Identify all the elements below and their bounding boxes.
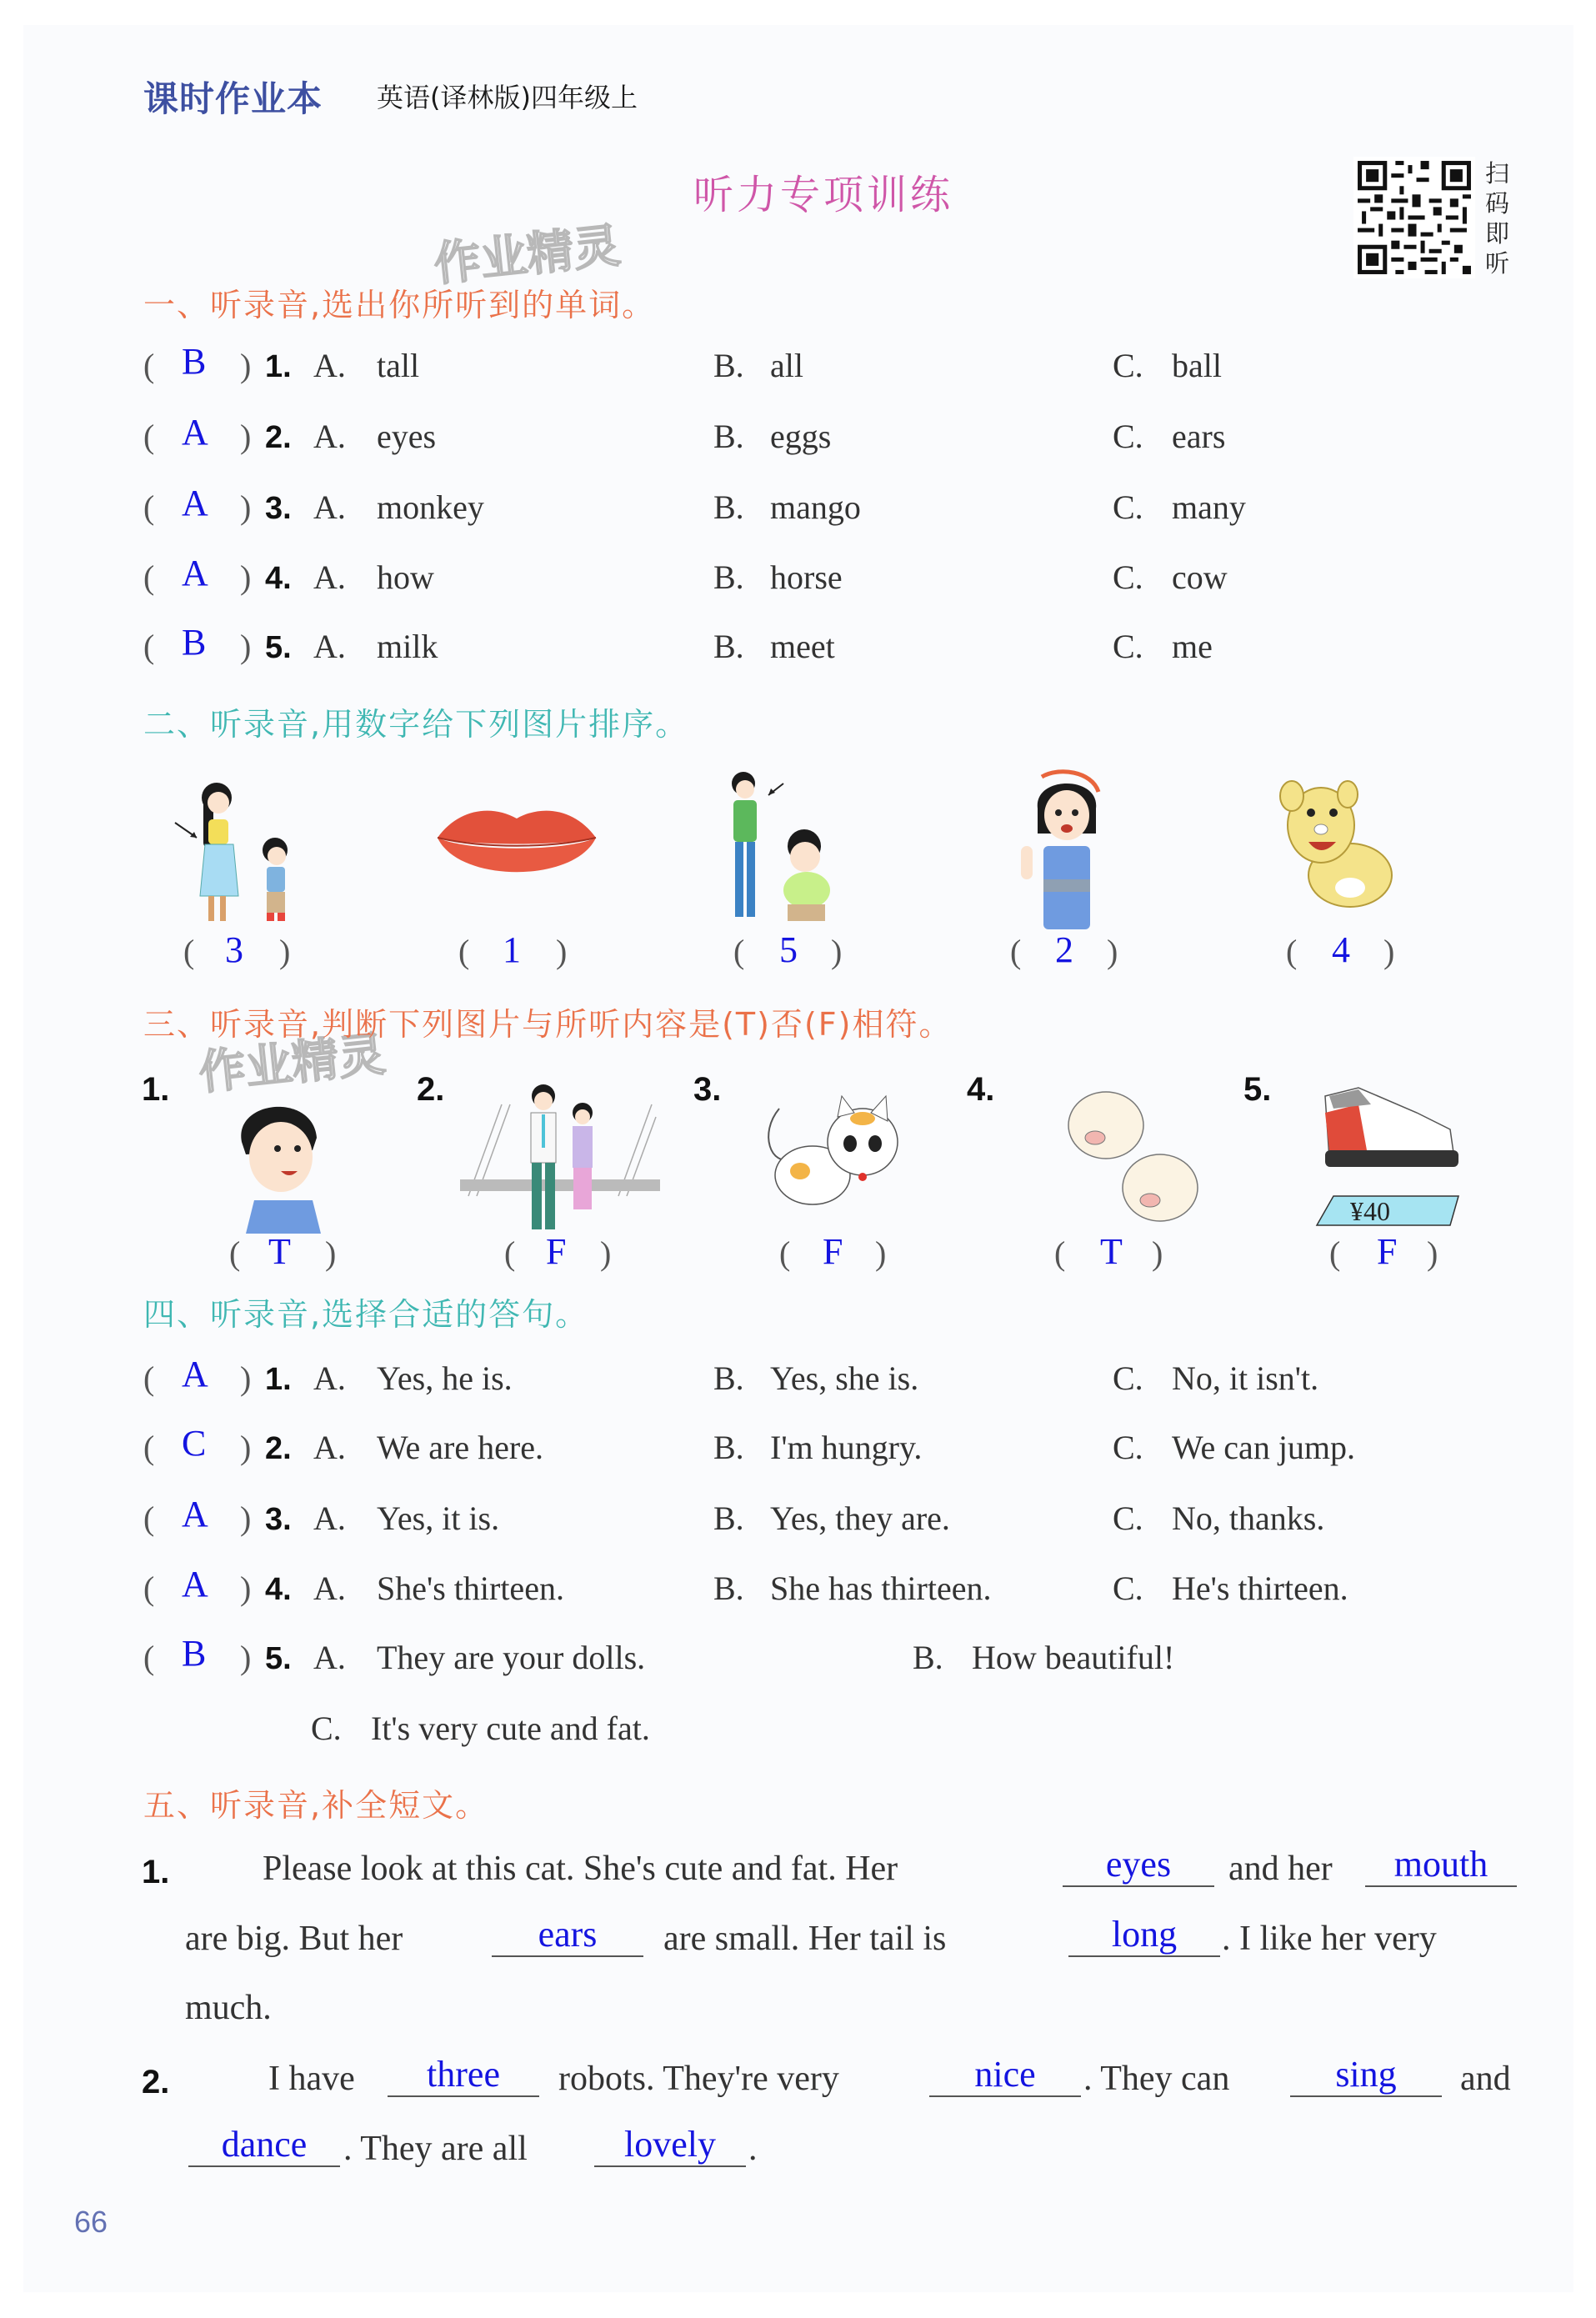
option-c-text: ball [1172,347,1222,384]
option-c-text: He's thirteen. [1172,1570,1348,1607]
question-number: 1. [265,1362,292,1397]
watermark: 作业精灵 [196,1027,388,1101]
option-b-text: meet [770,628,835,665]
question-number: 3. [265,491,292,526]
picture-number: 3. [693,1071,722,1108]
blank-field[interactable]: lovely [594,2124,746,2167]
picture-number: 5. [1243,1071,1272,1108]
answer-value[interactable]: 2 [1055,929,1073,970]
question-number: 4. [265,561,292,596]
answer-value[interactable]: A [182,1354,208,1394]
passage-text: are big. But her [185,1920,403,1958]
section-3-heading: 三、听录音,判断下列图片与所听内容是(T)否(F)相符。 [143,1006,953,1043]
option-c-text: many [1172,488,1246,526]
option-c-label: C. [1113,1429,1143,1466]
blank-field[interactable]: ears [492,1914,643,1957]
option-b-label: B. [713,418,744,455]
blank-field[interactable]: three [388,2054,539,2097]
option-c-text: me [1172,628,1213,665]
picture-number: 2. [417,1071,445,1108]
option-b-text: mango [770,488,861,526]
answer-value[interactable]: 4 [1332,929,1350,970]
option-a-label: A. [313,1499,346,1537]
answer-value[interactable]: 3 [225,929,243,970]
man-and-woman-picture [460,1071,660,1238]
price-tag-label: ¥40 [1350,1196,1390,1226]
option-c-label: C. [1113,1570,1143,1607]
option-a-label: A. [313,1570,346,1607]
passage-number: 2. [142,2064,170,2100]
option-a-label: A. [313,1429,346,1466]
passage-text: are small. Her tail is [663,1920,947,1958]
option-c-label: C. [1113,1359,1143,1397]
blank-field[interactable]: nice [929,2054,1081,2097]
answer-value[interactable]: A [182,483,208,523]
boy-picture [229,1092,329,1234]
answer-value[interactable]: A [182,553,208,593]
option-c-label: C. [311,1710,342,1747]
passage-text: much. [185,1989,272,2027]
answer-value[interactable]: F [823,1231,843,1272]
option-c-text: cow [1172,558,1228,596]
answer-value[interactable]: B [182,341,207,382]
option-a-text: tall [377,347,420,384]
passage-text: Please look at this cat. She's cute and fat. Her [263,1850,898,1888]
question-number: 4. [265,1572,292,1607]
answer-value[interactable]: 1 [503,929,521,970]
passage-text: . [748,2130,758,2168]
question-number: 3. [265,1502,292,1537]
option-b-text: Yes, she is. [770,1359,919,1397]
option-b-label: B. [913,1639,943,1676]
brand-title: 课时作业本 [143,78,323,119]
passage-text: and [1460,2060,1511,2098]
passage-text: robots. They're very [558,2060,839,2098]
page-number: 66 [74,2205,108,2239]
answer-value[interactable]: A [182,1494,208,1534]
option-b-label: B. [713,628,744,665]
option-a-label: A. [313,558,346,596]
answer-value[interactable]: A [182,412,208,453]
answer-value[interactable]: F [546,1231,567,1272]
option-b-label: B. [713,347,744,384]
option-c-label: C. [1113,1499,1143,1537]
option-a-text: Yes, it is. [377,1499,500,1537]
waving-girl-picture [1008,767,1133,934]
blank-field[interactable]: eyes [1063,1844,1214,1887]
pigs-picture [1060,1075,1210,1234]
question-number: 5. [265,1641,292,1676]
option-a-text: We are here. [377,1429,543,1466]
answer-value[interactable]: T [268,1231,291,1272]
qr-code-icon[interactable] [1353,157,1475,278]
option-c-text: No, thanks. [1172,1499,1325,1537]
option-c-text: It's very cute and fat. [371,1710,650,1747]
question-number: 1. [265,349,292,384]
option-b-text: horse [770,558,843,596]
blank-field[interactable]: dance [188,2124,340,2167]
option-a-text: They are your dolls. [377,1639,646,1676]
passage-text: . I like her very [1222,1920,1437,1958]
man-and-boy-picture [717,767,883,934]
option-b-label: B. [713,1429,744,1466]
option-c-label: C. [1113,347,1143,384]
passage-text: I have [268,2060,355,2098]
passage-text: . They are all [343,2130,528,2168]
dog-picture [1271,779,1404,913]
picture-number: 1. [142,1071,170,1108]
answer-value[interactable]: A [182,1564,208,1605]
option-c-text: We can jump. [1172,1429,1356,1466]
option-a-label: A. [313,1639,346,1676]
option-c-label: C. [1113,628,1143,665]
passage-text: and her [1228,1850,1333,1888]
blank-field[interactable]: mouth [1365,1844,1517,1887]
lips-picture [433,800,600,892]
answer-value[interactable]: F [1377,1231,1398,1272]
option-b-text: Yes, they are. [770,1499,950,1537]
option-b-label: B. [713,558,744,596]
option-b-label: B. [713,1499,744,1537]
section-4-heading: 四、听录音,选择合适的答句。 [143,1296,589,1333]
scan-to-listen-label: 扫码即听 [1485,159,1510,278]
girl-and-boy-picture [167,771,325,929]
option-a-label: A. [313,628,346,665]
option-a-text: eyes [377,418,437,455]
option-a-text: monkey [377,488,484,526]
blank-field[interactable]: sing [1290,2054,1442,2097]
option-a-text: She's thirteen. [377,1570,564,1607]
section-2-heading: 二、听录音,用数字给下列图片排序。 [143,706,689,743]
passage-number: 1. [142,1854,170,1890]
shoes-picture [1308,1071,1467,1238]
picture-number: 4. [967,1071,995,1108]
option-c-label: C. [1113,488,1143,526]
option-a-label: A. [313,1359,346,1397]
passage-text: . They can [1083,2060,1230,2098]
section-5-heading: 五、听录音,补全短文。 [143,1787,489,1824]
option-a-text: Yes, he is. [377,1359,513,1397]
option-a-label: A. [313,488,346,526]
section-1-heading: 一、听录音,选出你所听到的单词。 [143,287,656,323]
cat-picture [754,1092,921,1225]
option-a-text: milk [377,628,438,665]
page-title: 听力专项训练 [693,172,954,218]
question-number: 2. [265,1431,292,1466]
watermark: 作业精灵 [431,218,623,293]
option-b-text: all [770,347,803,384]
option-c-label: C. [1113,418,1143,455]
answer-value[interactable]: B [182,622,207,663]
option-b-text: She has thirteen. [770,1570,992,1607]
option-a-label: A. [313,418,346,455]
option-c-text: No, it isn't. [1172,1359,1319,1397]
option-b-text: How beautiful! [972,1639,1175,1676]
question-number: 5. [265,630,292,665]
answer-value[interactable]: B [182,1633,207,1674]
answer-value[interactable]: C [182,1423,207,1464]
answer-value[interactable]: 5 [779,929,798,970]
option-c-label: C. [1113,558,1143,596]
option-b-label: B. [713,1570,744,1607]
option-b-text: I'm hungry. [770,1429,923,1466]
option-b-label: B. [713,1359,744,1397]
answer-value[interactable]: T [1100,1231,1123,1272]
option-a-label: A. [313,347,346,384]
option-b-text: eggs [770,418,832,455]
blank-field[interactable]: long [1068,1914,1220,1957]
option-a-text: how [377,558,434,596]
option-c-text: ears [1172,418,1226,455]
book-subtitle: 英语(译林版)四年级上 [377,82,638,113]
option-b-label: B. [713,488,744,526]
question-number: 2. [265,420,292,455]
